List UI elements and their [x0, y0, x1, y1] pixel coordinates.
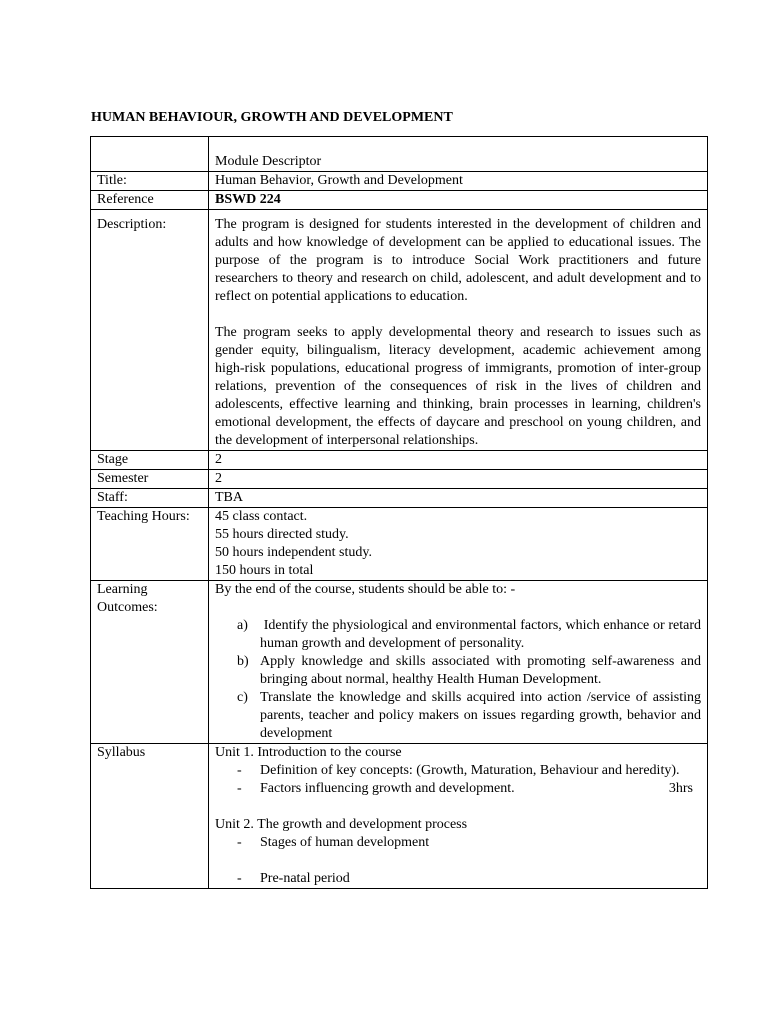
- syllabus-unit-title: Unit 2. The growth and development process: [215, 817, 468, 832]
- list-item: [215, 617, 705, 653]
- list-item: [215, 780, 701, 798]
- list-item-text: Translate the knowledge and skills acquired into action /service of assisting parents, teacher and policy makers on issues regarding growth, behavior and development: [260, 690, 701, 741]
- reference-label: Reference: [91, 191, 209, 210]
- paragraph-gap: [215, 798, 701, 816]
- staff-value: TBA: [209, 489, 708, 508]
- list-item: [215, 834, 701, 852]
- stage-value: 2: [209, 451, 708, 470]
- table-row-stage: [91, 451, 708, 470]
- learning-outcomes-intro: By the end of the course, students should be able to: -: [215, 582, 516, 597]
- description-label: Description:: [91, 210, 209, 451]
- list-item-text: Identify the physiological and environmental factors, which enhance or retard human growth and development of personality.: [260, 618, 705, 651]
- table-row-description: [91, 210, 708, 451]
- list-marker: -: [237, 763, 242, 778]
- list-item-text: Apply knowledge and skills associated with promoting self-awareness and bringing about normal, healthy Health Human Development.: [260, 654, 701, 687]
- description-paragraph-2: The program seeks to apply developmental theory and research to issues such as gender equity, bilingualism, literacy development, academic achievement among high-risk populations, educational progress of immigrants, promotion of inter-group relations, prevention of the consequences of risk in the lives of children and adolescents, effective learning and thinking, brain processes in learning, children's emotional development, the effects of daycare and preschool on young children, and the development of interpersonal relationships.: [215, 325, 701, 448]
- description-cell: [209, 210, 708, 451]
- teaching-hours-line: 50 hours independent study.: [215, 545, 372, 560]
- table-row-teaching-hours: [91, 508, 708, 581]
- learning-outcomes-list: [215, 617, 705, 743]
- teaching-hours-cell: [209, 508, 708, 581]
- title-label: Title:: [91, 172, 209, 191]
- list-spacer: [215, 852, 701, 870]
- list-item-text: Pre-natal period: [260, 871, 350, 886]
- list-marker: -: [237, 781, 242, 796]
- module-descriptor-table: [90, 136, 708, 889]
- title-value: Human Behavior, Growth and Development: [209, 172, 708, 191]
- list-item-text: Definition of key concepts: (Growth, Maturation, Behaviour and heredity).: [260, 763, 680, 778]
- teaching-hours-line: 150 hours in total: [215, 563, 314, 578]
- list-item: [215, 762, 701, 780]
- syllabus-unit-2-list: [215, 834, 701, 888]
- list-item: [215, 653, 701, 689]
- list-item: [215, 689, 701, 743]
- staff-label: Staff:: [91, 489, 209, 508]
- list-marker: a): [237, 618, 248, 633]
- teaching-hours-line: 45 class contact.: [215, 509, 308, 524]
- paragraph-gap: [215, 599, 701, 617]
- list-item-text: Stages of human development: [260, 835, 430, 850]
- semester-value: 2: [209, 470, 708, 489]
- list-marker: c): [237, 690, 248, 705]
- table-row-syllabus: [91, 744, 708, 889]
- reference-value: BSWD 224: [209, 191, 708, 210]
- list-item: [215, 870, 701, 888]
- list-marker: -: [237, 871, 242, 886]
- list-marker: -: [237, 835, 242, 850]
- module-header: Module Descriptor: [215, 154, 322, 169]
- syllabus-unit-title: Unit 1. Introduction to the course: [215, 745, 402, 760]
- header-empty-cell: [91, 137, 209, 172]
- list-item-text: Factors influencing growth and development.: [260, 781, 515, 796]
- module-header-cell: [209, 137, 708, 172]
- semester-label: Semester: [91, 470, 209, 489]
- table-row-semester: [91, 470, 708, 489]
- syllabus-cell: [209, 744, 708, 889]
- learning-outcomes-cell: [209, 581, 708, 744]
- table-row-learning-outcomes: [91, 581, 708, 744]
- learning-outcomes-label: Learning Outcomes:: [91, 581, 209, 744]
- document-heading: HUMAN BEHAVIOUR, GROWTH AND DEVELOPMENT: [91, 110, 453, 125]
- description-paragraph-1: The program is designed for students interested in the development of children and adults and how knowledge of development can be applied to educational issues. The purpose of the program is to introduce Social Work practitioners and future researchers to theory and research on child, adolescent, and adult development and to reflect on potential applications to education.: [215, 217, 701, 304]
- stage-label: Stage: [91, 451, 209, 470]
- table-row-header: [91, 137, 708, 172]
- list-marker: b): [237, 654, 249, 669]
- table-row-staff: [91, 489, 708, 508]
- teaching-hours-label: Teaching Hours:: [91, 508, 209, 581]
- unit-hours: 3hrs: [668, 781, 693, 796]
- table-row-title: [91, 172, 708, 191]
- syllabus-unit-1-list: [215, 762, 701, 798]
- paragraph-gap: [215, 306, 701, 324]
- syllabus-label: Syllabus: [91, 744, 209, 889]
- table-row-reference: [91, 191, 708, 210]
- teaching-hours-line: 55 hours directed study.: [215, 527, 349, 542]
